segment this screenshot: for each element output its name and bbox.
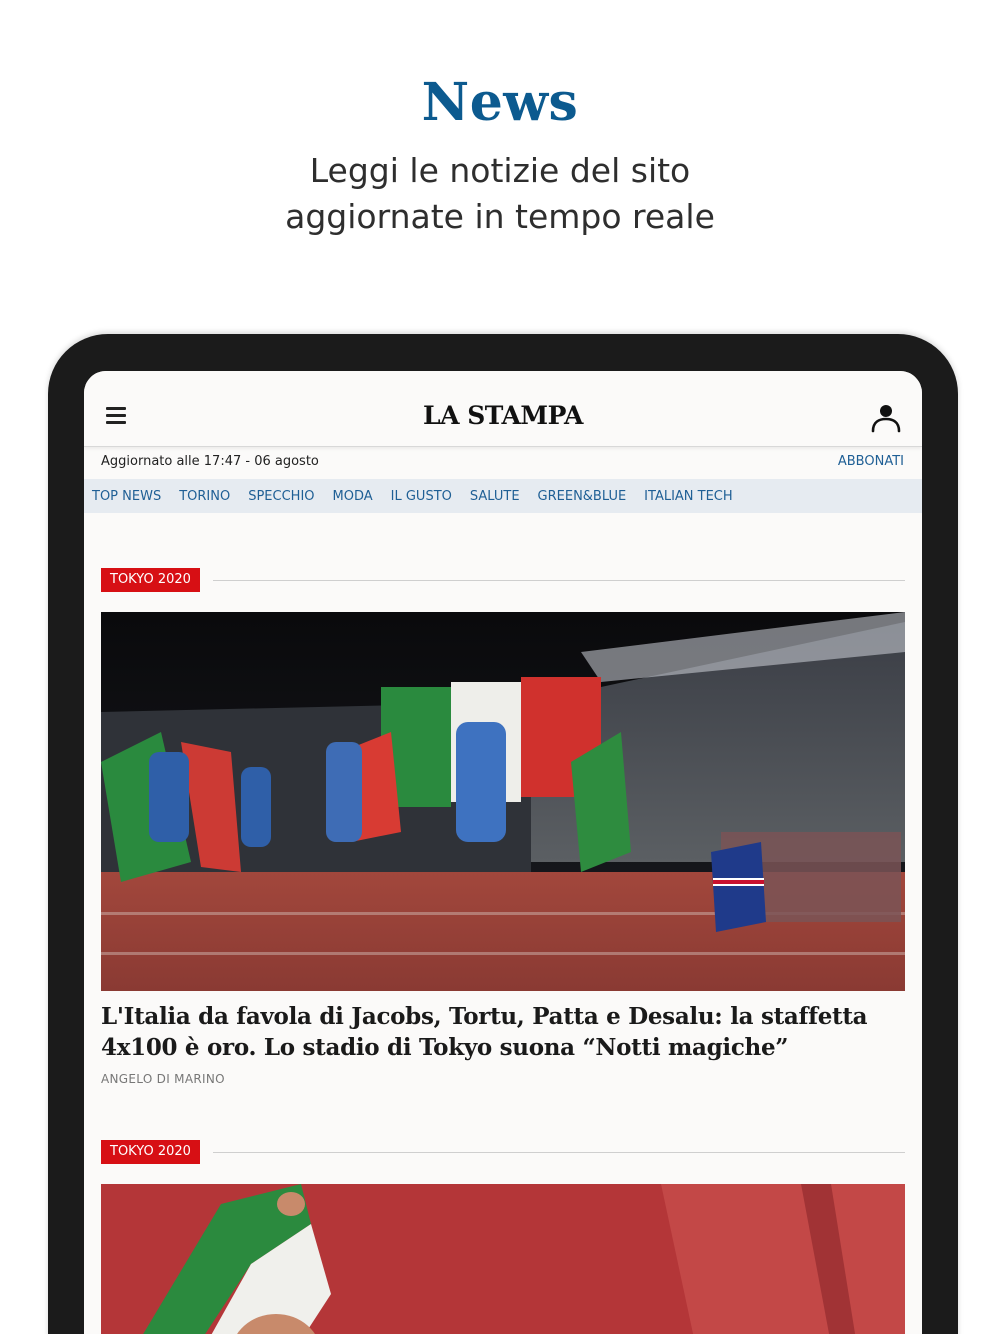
section-tag[interactable]: TOKYO 2020	[101, 568, 200, 592]
nav-item-il-gusto[interactable]: IL GUSTO	[390, 488, 452, 504]
logo[interactable]: LA STAMPA	[423, 401, 583, 430]
nav-item-torino[interactable]: TORINO	[179, 488, 231, 504]
nav-item-top-news[interactable]: TOP NEWS	[92, 488, 162, 504]
nav-item-moda[interactable]: MODA	[332, 488, 373, 504]
updated-timestamp: Aggiornato alle 17:47 - 06 agosto	[101, 454, 319, 469]
section-tag[interactable]: TOKYO 2020	[101, 1140, 200, 1164]
section-divider	[213, 580, 905, 581]
article-author: ANGELO DI MARINO	[101, 1072, 225, 1086]
app-screen	[84, 371, 922, 1334]
nav-item-green-blue[interactable]: GREEN&BLUE	[537, 488, 627, 504]
promo-subtitle-line1: Leggi le notizie del sito	[309, 151, 691, 190]
subscribe-link[interactable]: ABBONATI	[837, 454, 904, 469]
nav-item-specchio[interactable]: SPECCHIO	[248, 488, 315, 504]
category-nav	[84, 479, 922, 513]
article-photo[interactable]	[101, 1184, 905, 1334]
article-photo[interactable]	[101, 612, 905, 991]
app-header	[84, 371, 922, 447]
promo-subtitle-line2: aggiornate in tempo reale	[285, 197, 715, 236]
promo-title: News	[421, 72, 579, 133]
nav-item-italian-tech[interactable]: ITALIAN TECH	[644, 488, 733, 504]
article-headline[interactable]: L'Italia da favola di Jacobs, Tortu, Patta e Desalu: la staffetta 4x100 è oro. Lo stadio di Tokyo suona “Notti magiche”	[101, 1003, 868, 1061]
section-divider	[213, 1152, 905, 1153]
user-icon[interactable]	[870, 403, 902, 433]
nav-item-salute[interactable]: SALUTE	[469, 488, 520, 504]
section-header	[101, 1140, 905, 1164]
section-header	[101, 568, 905, 592]
promo-subtitle	[0, 148, 1000, 240]
